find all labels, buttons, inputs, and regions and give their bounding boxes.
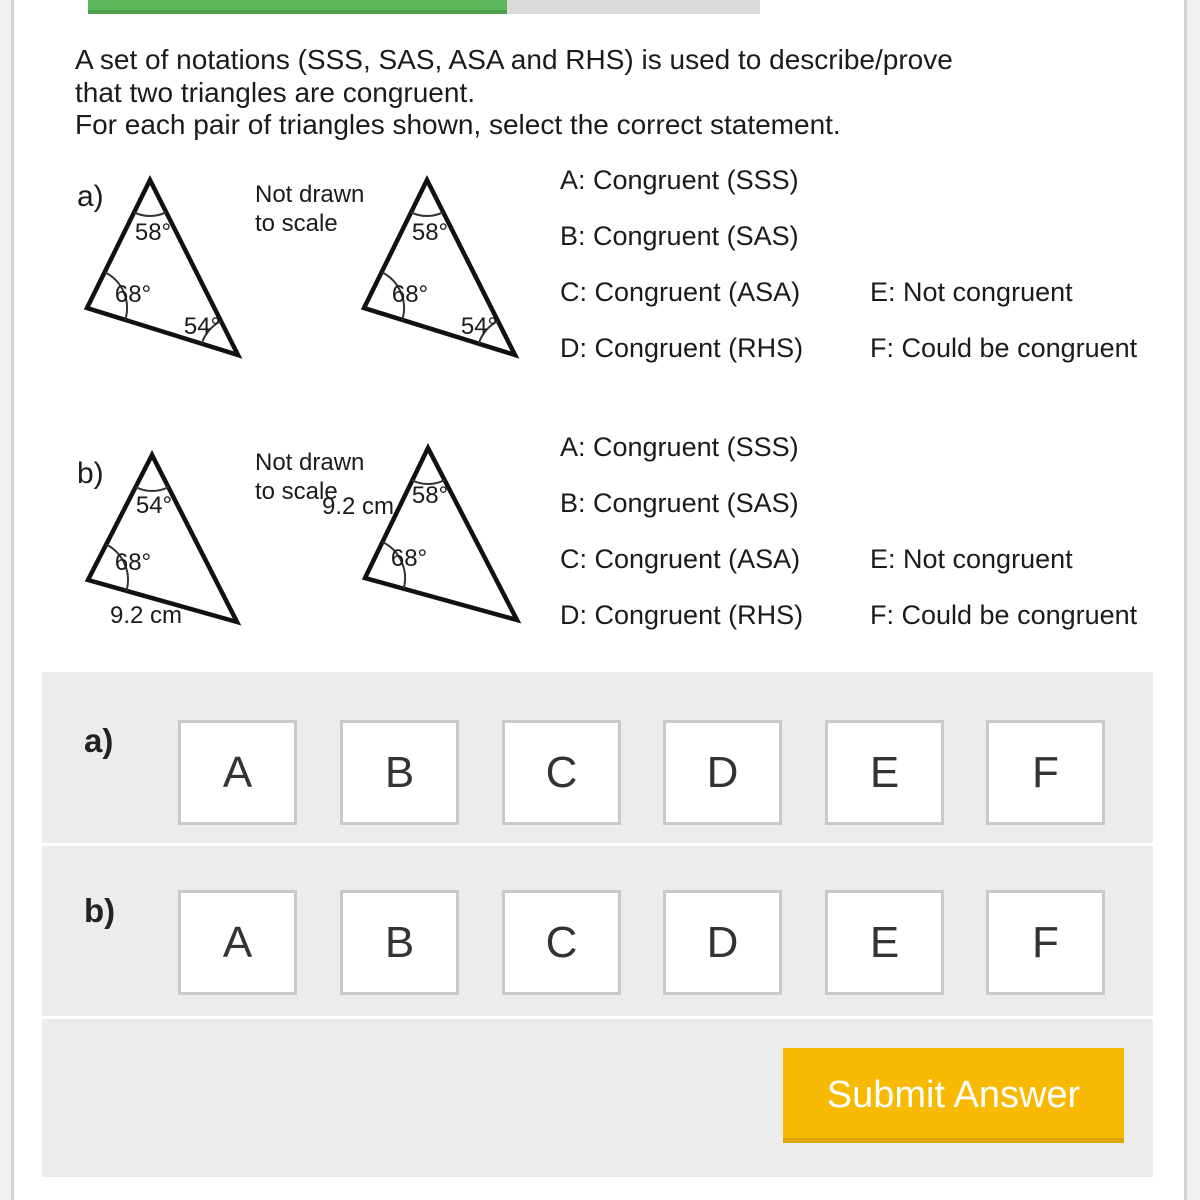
choice-a-A[interactable]: A — [178, 720, 297, 825]
triangle-b-right-diagram — [310, 433, 545, 633]
side-length-label: 9.2 cm — [109, 602, 183, 629]
note-line: to scale — [255, 478, 338, 505]
choice-a-D[interactable]: D — [663, 720, 782, 825]
option-b-F: F: Could be congruent — [870, 600, 1138, 630]
option-a-F: F: Could be congruent — [870, 333, 1138, 363]
choice-a-B[interactable]: B — [340, 720, 459, 825]
answer-row-b-label: b) — [84, 892, 116, 929]
question-line: For each pair of triangles shown, select the correct statement. — [75, 109, 841, 140]
part-a-label: a) — [77, 180, 104, 213]
angle-label: 54° — [183, 313, 221, 340]
question-line: A set of notations (SSS, SAS, ASA and RHS) is used to describe/prove — [75, 44, 953, 75]
angle-label: 68° — [390, 545, 428, 572]
option-a-E: E: Not congruent — [870, 277, 1073, 307]
option-b-B: B: Congruent (SAS) — [560, 488, 799, 518]
triangle-outline — [365, 448, 517, 620]
option-a-B: B: Congruent (SAS) — [560, 221, 799, 251]
choice-b-A[interactable]: A — [178, 890, 297, 995]
question-line: that two triangles are congruent. — [75, 76, 476, 108]
option-b-E: E: Not congruent — [870, 544, 1073, 574]
option-a-C: C: Congruent (ASA) — [560, 277, 801, 307]
choice-a-C[interactable]: C — [502, 720, 621, 825]
note-line: to scale — [255, 210, 338, 237]
angle-arc-apex — [411, 212, 443, 216]
question-text — [75, 44, 953, 142]
note-line: Not drawn — [255, 181, 365, 208]
angle-arc-apex — [136, 487, 169, 491]
option-b-D: D: Congruent (RHS) — [560, 600, 804, 630]
note-line: Not drawn — [255, 449, 365, 476]
triangle-a-left-diagram — [70, 165, 270, 375]
angle-label: 58° — [134, 219, 172, 246]
choice-b-B[interactable]: B — [340, 890, 459, 995]
choice-a-F[interactable]: F — [986, 720, 1105, 825]
answer-row-a-label: a) — [84, 722, 114, 759]
choice-b-E[interactable]: E — [825, 890, 944, 995]
choice-a-E[interactable]: E — [825, 720, 944, 825]
triangle-b-left-diagram — [70, 440, 270, 640]
angle-label: 68° — [114, 549, 152, 576]
part-b-label: b) — [77, 457, 104, 490]
triangle-outline — [88, 455, 237, 622]
choice-b-F[interactable]: F — [986, 890, 1105, 995]
option-b-A: A: Congruent (SSS) — [560, 432, 799, 462]
angle-label: 58° — [411, 219, 449, 246]
choice-b-C[interactable]: C — [502, 890, 621, 995]
page-right-margin — [1184, 0, 1200, 1200]
angle-label: 54° — [460, 313, 498, 340]
angle-label: 68° — [114, 281, 152, 308]
angle-label: 58° — [411, 482, 449, 509]
option-a-D: D: Congruent (RHS) — [560, 333, 804, 363]
triangle-a-right-diagram — [347, 165, 547, 375]
submit-answer-button[interactable]: Submit Answer — [783, 1048, 1124, 1143]
option-a-A: A: Congruent (SSS) — [560, 165, 799, 195]
angle-arc-apex — [134, 212, 166, 216]
progress-bar — [88, 0, 760, 14]
angle-label: 54° — [135, 492, 173, 519]
option-b-C: C: Congruent (ASA) — [560, 544, 801, 574]
side-length-label: 9.2 cm — [321, 493, 395, 520]
progress-bar-fill — [88, 0, 507, 14]
page-left-margin — [0, 0, 14, 1200]
angle-label: 68° — [391, 281, 429, 308]
choice-b-D[interactable]: D — [663, 890, 782, 995]
